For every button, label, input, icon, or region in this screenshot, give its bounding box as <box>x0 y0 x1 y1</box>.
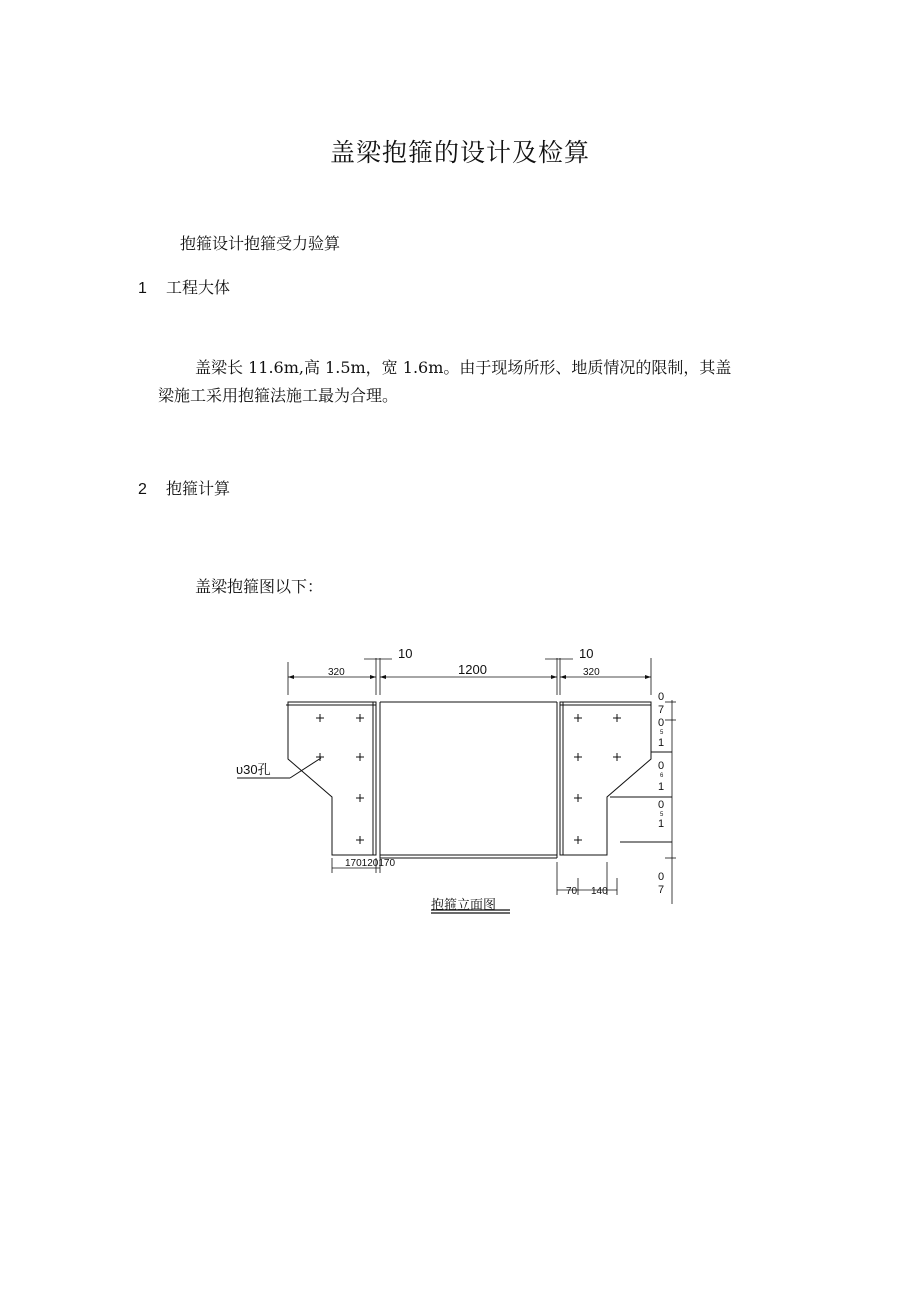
section-number: 2 <box>138 481 147 498</box>
right-dim-glyph: 0 <box>658 799 665 811</box>
right-dim-glyph: 0 <box>658 871 665 883</box>
dim-arrow <box>370 675 376 679</box>
dim-arrow <box>551 675 557 679</box>
right-dim-glyph: 5 <box>660 730 664 736</box>
right-dimension-labels <box>658 691 664 896</box>
document-title: 盖梁抱箍的设计及检算 <box>329 138 590 167</box>
bolt-hole <box>574 836 582 844</box>
section-title: 工程大体 <box>166 278 231 297</box>
dim-label-bottom-left: 170120170 <box>345 858 396 869</box>
dim-arrow <box>560 675 566 679</box>
right-dimensions <box>665 700 676 904</box>
dim-arrow <box>380 675 386 679</box>
bolt-hole <box>574 794 582 802</box>
right-dim-glyph: 5 <box>660 812 664 818</box>
right-dim-glyph: 7 <box>658 704 665 716</box>
right-dim-glyph: 1 <box>658 737 665 749</box>
section-2-intro: 盖梁抱箍图以下： <box>195 577 324 596</box>
document-subtitle: 抱箍设计抱箍受力验算 <box>180 234 341 253</box>
left-hoop-plate <box>288 702 376 855</box>
hole-leader-diagonal <box>290 758 321 778</box>
dim-label-top-left: 320 <box>328 667 345 678</box>
dim-label-top-right: 320 <box>583 667 600 678</box>
bolt-hole <box>356 836 364 844</box>
bolt-hole <box>356 753 364 761</box>
bolt-hole <box>356 794 364 802</box>
right-dim-glyph: 0 <box>658 691 665 703</box>
bolt-holes <box>316 714 621 844</box>
bolt-hole <box>613 753 621 761</box>
right-dim-glyph: 7 <box>658 884 665 896</box>
bolt-hole <box>316 714 324 722</box>
dim-label-middle: 1200 <box>458 662 487 677</box>
hole-label: υ30孔 <box>236 762 271 777</box>
bolt-hole <box>356 714 364 722</box>
dim-arrow <box>645 675 651 679</box>
dim-label-bottom-right-b: 140 <box>591 886 608 897</box>
right-dim-glyph: 1 <box>658 781 665 793</box>
right-dim-glyph: 1 <box>658 818 665 830</box>
bolt-hole <box>316 753 324 761</box>
right-dim-glyph: 0 <box>658 760 665 772</box>
section-number: 1 <box>138 280 147 297</box>
bolt-hole <box>613 714 621 722</box>
section-1-paragraph-line-2: 梁施工采用抱箍法施工最为合理。 <box>158 386 399 405</box>
dim-arrow <box>288 675 294 679</box>
figure-caption: 抱箍立面图 <box>431 898 497 913</box>
dim-label-bottom-right-a: 70 <box>566 886 578 897</box>
bolt-hole <box>574 753 582 761</box>
right-dim-glyph: 0 <box>658 717 665 729</box>
bolt-hole <box>574 714 582 722</box>
section-1-paragraph-line-1: 盖梁长 11.6m,高 1.5m，宽 1.6m。由于现场所形、地质情况的限制，其盖 <box>195 358 732 377</box>
right-hoop-plate <box>560 702 651 855</box>
right-dim-glyph: 6 <box>660 773 664 779</box>
drawing-outline <box>237 702 672 858</box>
dim-label-gap-left: 10 <box>398 646 413 661</box>
section-title: 抱箍计算 <box>166 479 231 498</box>
dim-label-gap-right: 10 <box>579 646 594 661</box>
